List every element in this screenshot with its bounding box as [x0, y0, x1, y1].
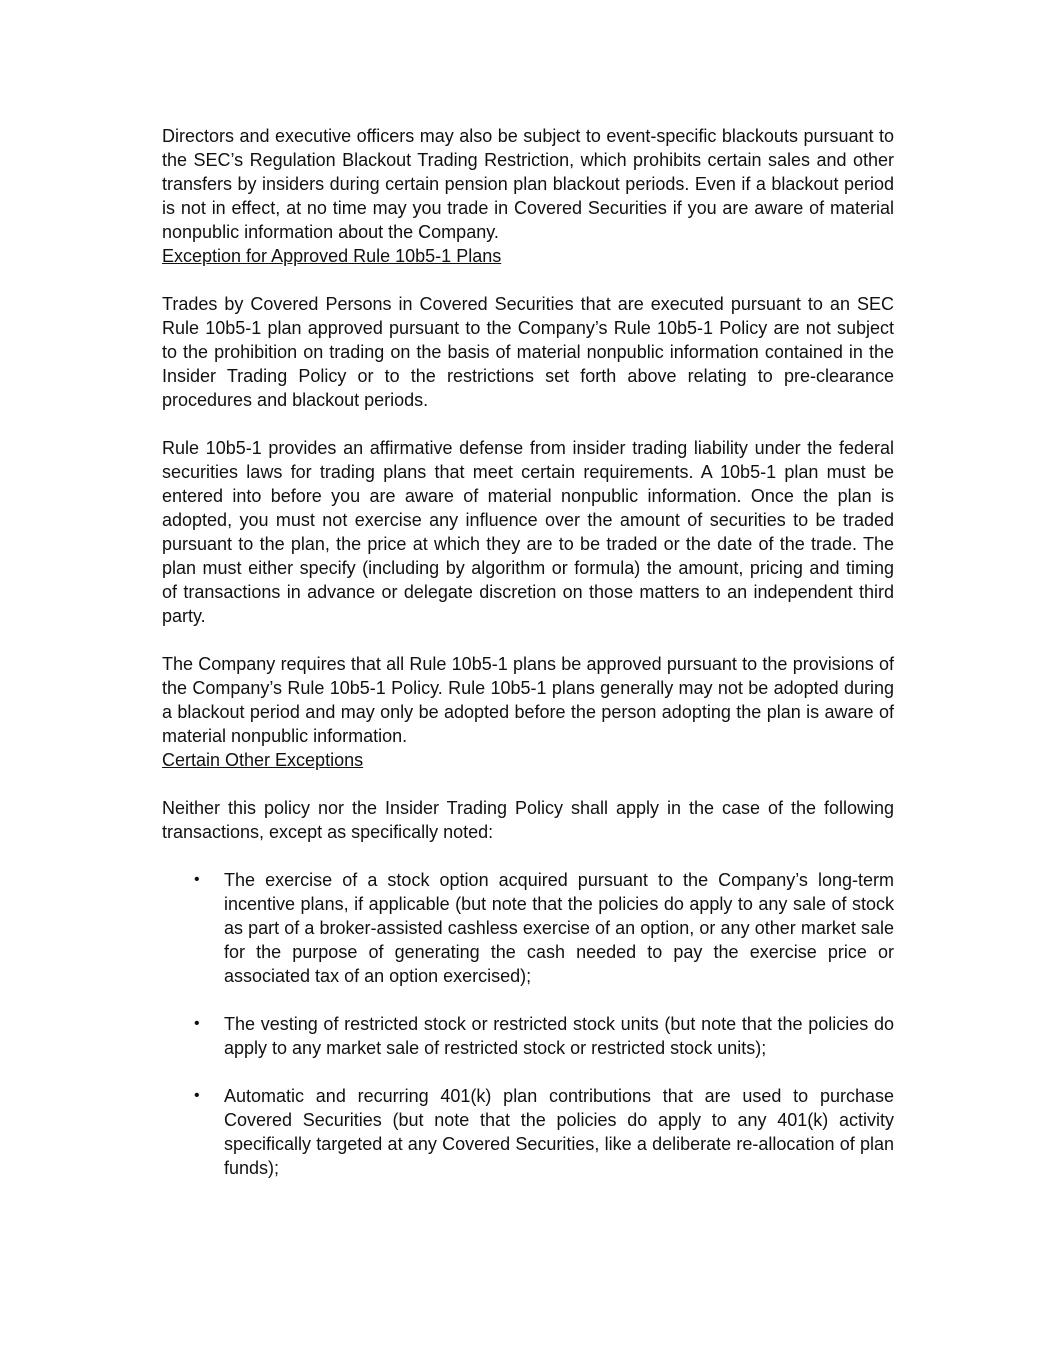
- paragraph-exceptions-intro: Neither this policy nor the Insider Trading Policy shall apply in the case of the following transactions, except as specifically noted:: [162, 798, 894, 842]
- list-item: [162, 1012, 894, 1060]
- list-item-text: Automatic and recurring 401(k) plan contributions that are used to purchase Covered Securities (but note that the policies do apply to any 401(k) activity specifically targeted at any Covered Securities, like a deliberate re-allocation of plan funds);: [224, 1086, 894, 1178]
- paragraph-10b5-1-trades: Trades by Covered Persons in Covered Securities that are executed pursuant to an SEC Rule 10b5-1 plan approved pursuant to the Company’s Rule 10b5-1 Policy are not subject to the prohibition on trading on the basis of material nonpublic information contained in the Insider Trading Policy or to the restrictions set forth above relating to pre-clearance procedures and blackout periods.: [162, 294, 894, 410]
- list-item: [162, 1084, 894, 1180]
- paragraph-10b5-1-defense: Rule 10b5-1 provides an affirmative defense from insider trading liability under the federal securities laws for trading plans that meet certain requirements. A 10b5-1 plan must be entered into before you are aware of material nonpublic information. Once the plan is adopted, you must not exercise any influence over the amount of securities to be traded pursuant to the plan, the price at which they are to be traded or the date of the trade. The plan must either specify (including by algorithm or formula) the amount, pricing and timing of transactions in advance or delegate discretion on those matters to an independent third party.: [162, 438, 894, 626]
- paragraph-10b5-1-approval: The Company requires that all Rule 10b5-1 plans be approved pursuant to the provisions of the Company’s Rule 10b5-1 Policy. Rule 10b5-1 plans generally may not be adopted during a blackout period and may only be adopted before the person adopting the plan is aware of material nonpublic information.: [162, 654, 894, 746]
- section-heading-10b5-1-plans: Exception for Approved Rule 10b5-1 Plans: [162, 246, 502, 266]
- bullet-icon: •: [194, 871, 200, 888]
- bullet-icon: •: [194, 1015, 200, 1032]
- list-item-text: The vesting of restricted stock or restricted stock units (but note that the policies do apply to any market sale of restricted stock or restricted stock units);: [224, 1014, 894, 1058]
- paragraph-blackout-restrictions: Directors and executive officers may also be subject to event-specific blackouts pursuant to the SEC’s Regulation Blackout Trading Restriction, which prohibits certain sales and other transfers by insiders during certain pension plan blackout periods. Even if a blackout period is not in effect, at no time may you trade in Covered Securities if you are aware of material nonpublic information about the Company.: [162, 126, 894, 242]
- list-item: [162, 868, 894, 988]
- document-page: [162, 124, 894, 1180]
- bullet-icon: •: [194, 1087, 200, 1104]
- exceptions-list: [162, 868, 894, 1180]
- list-item-text: The exercise of a stock option acquired pursuant to the Company’s long-term incentive plans, if applicable (but note that the policies do apply to any sale of stock as part of a broker-assisted cashless exercise of an option, or any other market sale for the purpose of generating the cash needed to pay the exercise price or associated tax of an option exercised);: [224, 870, 894, 986]
- section-heading-other-exceptions: Certain Other Exceptions: [162, 750, 364, 770]
